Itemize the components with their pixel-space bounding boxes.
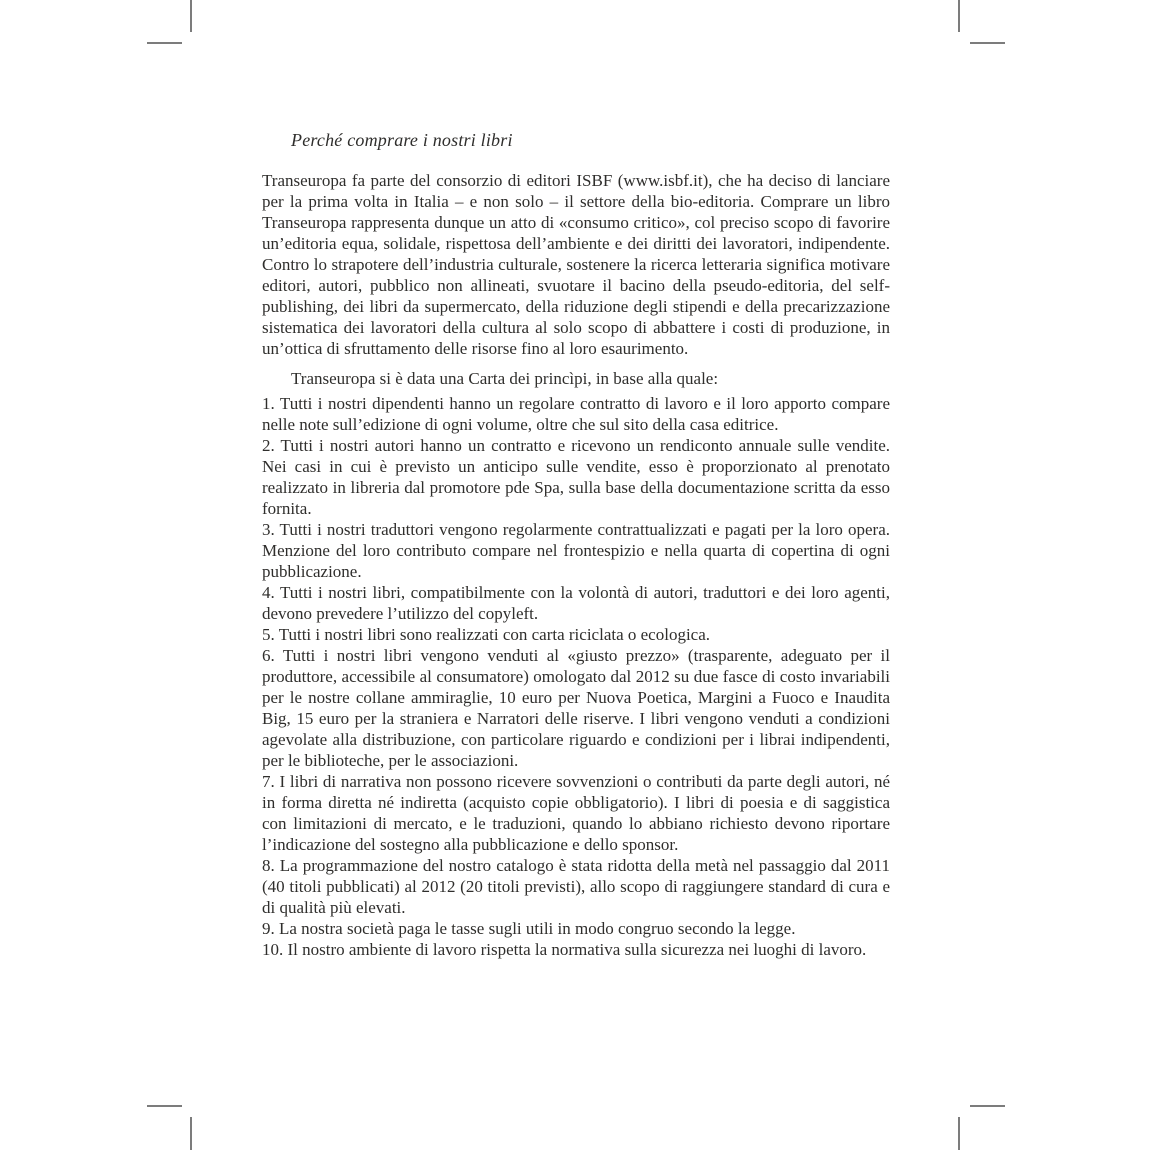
list-item-number: 10. [262,940,284,959]
text-column [262,130,890,960]
list-item [262,771,890,855]
list-item-number: 9. [262,919,275,938]
crop-mark-bottom-left-vertical [190,1117,192,1150]
crop-mark-bottom-right-horizontal [970,1105,1005,1107]
crop-mark-top-left-horizontal [147,42,182,44]
intro-paragraph: Transeuropa fa parte del consorzio di editori ISBF (www.isbf.it), che ha deciso di lanciare per la prima volta in Italia – e non solo – il settore della bio-editoria. Comprare un libro Transeuropa rappresenta dunque un atto di «consumo critico», col preciso scopo di favorire un’editoria equa, solidale, rispettosa dell’ambiente e dei diritti dei lavoratori, indipendente. Contro lo strapotere dell’industria culturale, sostenere la ricerca letteraria significa motivare editori, autori, pubblico non allineati, svuotare il bacino della pseudo-editoria, del self-publishing, dei libri da supermercato, della riduzione degli stipendi e della precarizzazione sistematica dei lavoratori della cultura al solo scopo di abbattere i costi di produzione, in un’ottica di sfruttamento delle risorse fino al loro esaurimento. [262,171,890,358]
list-item-text: Tutti i nostri libri vengono venduti al «giusto prezzo» (trasparente, adeguato per il produttore, accessibile al consumatore) omologato dal 2012 su due fasce di costo invariabili per le nostre collane ammiraglie, 10 euro per Nuova Poetica, Margini a Fuoco e Inaudita Big, 15 euro per la straniera e Narratori delle riserve. I libri vengono venduti a condizioni agevolate alla distribuzione, con particolare riguardo e condizioni per i librai indipendenti, per le biblioteche, per le associazioni. [262,646,890,770]
crop-mark-bottom-right-vertical [958,1117,960,1150]
list-item [262,918,890,939]
list-item-number: 4. [262,583,275,602]
list-item [262,624,890,645]
list-item [262,582,890,624]
list-item-text: I libri di narrativa non possono ricevere sovvenzioni o contributi da parte degli autori, né in forma diretta né indiretta (acquisto copie obbligatorio). I libri di poesia e di saggistica con limitazioni di mercato, e le traduzioni, quando lo abbiano richiesto devono riportare l’indicazione del sostegno alla pubblicazione e dello sponsor. [262,772,890,854]
list-item-number: 8. [262,856,275,875]
list-item-text: Tutti i nostri libri, compatibilmente con la volontà di autori, traduttori e dei loro agenti, devono prevedere l’utilizzo del copyleft. [262,583,891,623]
crop-mark-top-right-horizontal [970,42,1005,44]
list-item-text: Tutti i nostri traduttori vengono regolarmente contrattualizzati e pagati per la loro opera. Menzione del loro contributo compare nel frontespizio e nella quarta di copertina di ogni pubblicazione. [262,520,890,581]
list-item-text: La programmazione del nostro catalogo è stata ridotta della metà nel passaggio dal 2011 (40 titoli pubblicati) al 2012 (20 titoli previsti), allo scopo di raggiungere standard di cura e di qualità più elevati. [262,856,890,917]
list-item-text: Tutti i nostri libri sono realizzati con carta riciclata o ecologica. [278,625,711,644]
charter-lead-paragraph: Transeuropa si è data una Carta dei princìpi, in base alla quale: [291,369,719,388]
list-item [262,435,890,519]
list-item-number: 1. [262,394,275,413]
list-item [262,645,890,771]
list-item-text: Il nostro ambiente di lavoro rispetta la normativa sulla sicurezza nei luoghi di lavoro. [287,940,867,959]
page-title: Perché comprare i nostri libri [291,130,513,150]
list-item [262,939,890,960]
list-item-number: 7. [262,772,275,791]
list-item-number: 5. [262,625,275,644]
list-item-number: 2. [262,436,275,455]
crop-mark-top-left-vertical [190,0,192,32]
list-item-number: 3. [262,520,275,539]
list-item-text: La nostra società paga le tasse sugli utili in modo congruo secondo la legge. [279,919,796,938]
crop-mark-bottom-left-horizontal [147,1105,182,1107]
list-item [262,855,890,918]
list-item-text: Tutti i nostri autori hanno un contratto e ricevono un rendiconto annuale sulle vendite. Nei casi in cui è previsto un anticipo sulle vendite, esso è proporzionato al prenotato realizzato in libreria dal promotore pde Spa, sulla base della documentazione scritta da esso fornita. [262,436,890,518]
list-item-number: 6. [262,646,275,665]
list-item-text: Tutti i nostri dipendenti hanno un regolare contratto di lavoro e il loro apporto compare nelle note sull’edizione di ogni volume, oltre che sul sito della casa editrice. [262,394,890,434]
crop-mark-top-right-vertical [958,0,960,32]
list-item [262,519,890,582]
list-item [262,393,890,435]
